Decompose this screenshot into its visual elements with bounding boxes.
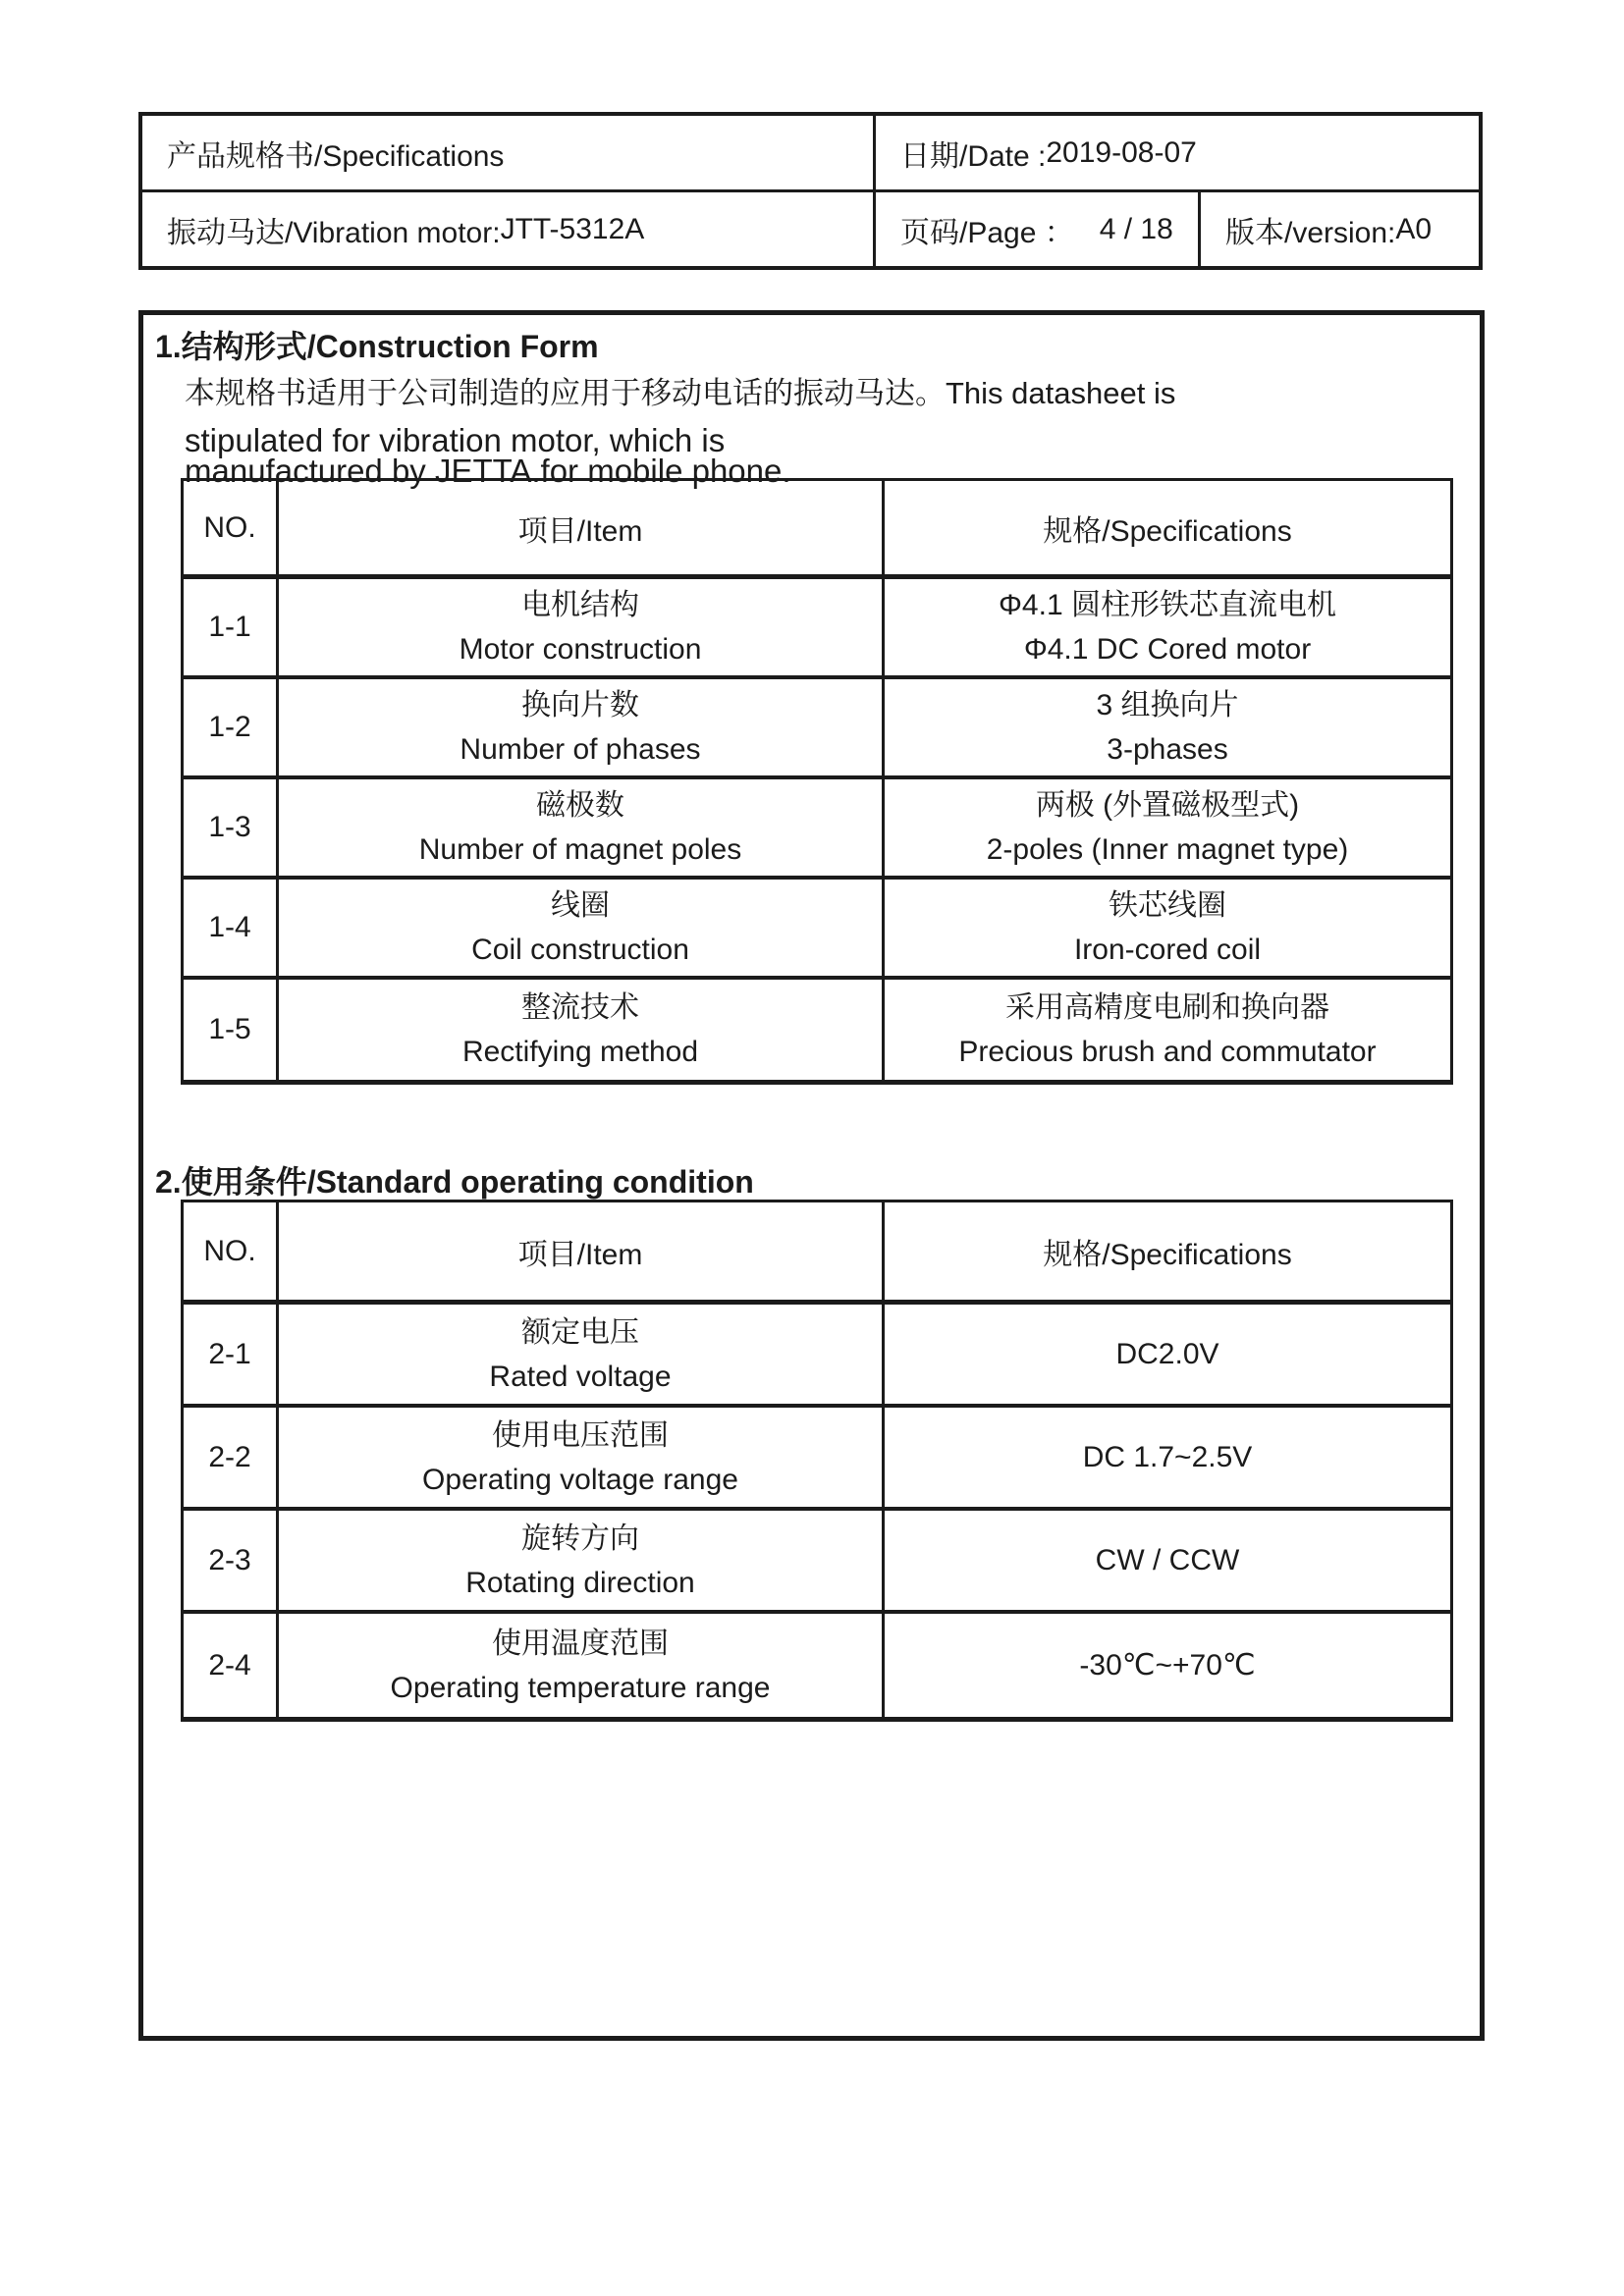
item-en: Rated voltage (489, 1360, 672, 1393)
version-cell (1201, 192, 1479, 266)
header-spec: 规格/Specifications (1043, 514, 1292, 548)
spec-cn: 两极 (外置磁极型式) (1035, 789, 1300, 822)
spec-en: Iron-cored coil (1073, 934, 1262, 966)
row-spec (885, 1305, 1450, 1404)
construction-table-header (184, 481, 1450, 579)
header-row-2 (142, 192, 1479, 266)
row-item (279, 1305, 885, 1404)
operating-table (181, 1200, 1453, 1722)
spec-en: Φ4.1 DC Cored motor (1023, 633, 1312, 666)
row-no: 1-3 (184, 779, 279, 876)
spec-cn: 3 组换向片 (1096, 689, 1239, 721)
row-spec (885, 1614, 1450, 1717)
header-no: NO. (184, 1202, 279, 1300)
row-item (279, 579, 885, 675)
page-label: 页码/Page ： (900, 216, 1074, 249)
header-no: NO. (184, 481, 279, 574)
row-no: 1-4 (184, 880, 279, 976)
row-item (279, 1511, 885, 1610)
item-cn: 线圈 (551, 889, 610, 922)
date-label: 日期/Date : (900, 139, 1047, 173)
item-en: Motor construction (459, 633, 702, 666)
table-row-2-3 (184, 1511, 1450, 1614)
product-title: 产品规格书/Specifications (167, 139, 505, 173)
row-no: 1-1 (184, 579, 279, 675)
section1-intro (185, 368, 1402, 489)
row-no: 2-2 (184, 1408, 279, 1507)
row-spec (885, 1408, 1450, 1507)
intro-line-3: manufactured by JETTA.for mobile phone. (185, 453, 791, 489)
spec-value: DC2.0V (1115, 1338, 1219, 1370)
row-no: 2-4 (184, 1614, 279, 1717)
item-en: Number of magnet poles (418, 833, 742, 866)
row-spec (885, 779, 1450, 876)
product-title-cell (142, 116, 876, 189)
header-row-1 (142, 116, 1479, 192)
page-cell (876, 192, 1201, 266)
item-en: Rectifying method (461, 1036, 699, 1068)
header-item: 项目/Item (279, 1202, 885, 1300)
row-item (279, 679, 885, 775)
page-value: 4 / 18 (1099, 212, 1173, 245)
section1-title: 1.结构形式/Construction Form (155, 329, 599, 364)
item-en: Rotating direction (465, 1566, 695, 1599)
row-spec (885, 579, 1450, 675)
spec-en: 3-phases (1107, 733, 1228, 766)
table-row-1-4 (184, 880, 1450, 980)
version-label: 版本/version: (1225, 216, 1396, 249)
row-spec (885, 980, 1450, 1080)
row-item (279, 880, 885, 976)
item-cn: 额定电压 (521, 1315, 639, 1349)
item-cn: 磁极数 (536, 789, 624, 822)
construction-table (181, 478, 1453, 1085)
spec-en: Precious brush and commutator (958, 1036, 1377, 1068)
table-row-1-2 (184, 679, 1450, 779)
item-en: Operating voltage range (422, 1463, 738, 1496)
spec-value: -30℃~+70℃ (1079, 1649, 1256, 1682)
version-value: A0 (1395, 212, 1433, 245)
spec-cn: 铁芯线圈 (1109, 889, 1226, 922)
table-row-2-1 (184, 1305, 1450, 1408)
row-item (279, 1408, 885, 1507)
motor-value: JTT-5312A (500, 212, 645, 245)
row-spec (885, 1511, 1450, 1610)
table-row-1-5 (184, 980, 1450, 1080)
intro-line-2: stipulated for vibration motor, which is (185, 422, 726, 458)
spec-value: DC 1.7~2.5V (1082, 1441, 1253, 1473)
row-item (279, 779, 885, 876)
row-spec (885, 679, 1450, 775)
row-no: 1-5 (184, 980, 279, 1080)
row-no: 1-2 (184, 679, 279, 775)
item-cn: 旋转方向 (521, 1522, 639, 1555)
spec-cn: Φ4.1 圆柱形铁芯直流电机 (999, 589, 1336, 621)
table-row-1-1 (184, 579, 1450, 679)
motor-label: 振动马达/Vibration motor: (167, 216, 501, 249)
spec-cn: 采用高精度电刷和换向器 (1005, 991, 1329, 1024)
spec-en: 2-poles (Inner magnet type) (986, 833, 1349, 866)
spec-value: CW / CCW (1095, 1544, 1240, 1576)
item-cn: 电机结构 (521, 589, 639, 621)
table-row-1-3 (184, 779, 1450, 880)
header-spec: 规格/Specifications (1043, 1238, 1292, 1271)
row-item (279, 980, 885, 1080)
header-item: 项目/Item (279, 481, 885, 574)
item-cn: 使用温度范围 (492, 1627, 669, 1660)
date-value: 2019-08-07 (1046, 135, 1197, 169)
table-row-2-4 (184, 1614, 1450, 1717)
row-spec (885, 880, 1450, 976)
section2-title: 2.使用条件/Standard operating condition (155, 1164, 754, 1200)
operating-table-header (184, 1202, 1450, 1305)
item-en: Operating temperature range (390, 1671, 771, 1704)
row-no: 2-1 (184, 1305, 279, 1404)
content-border-box (138, 310, 1485, 2041)
motor-cell (142, 192, 876, 266)
header-table (138, 112, 1483, 270)
item-en: Number of phases (460, 733, 701, 766)
row-no: 2-3 (184, 1511, 279, 1610)
table-row-2-2 (184, 1408, 1450, 1511)
date-cell (876, 116, 1479, 189)
intro-line-1: 本规格书适用于公司制造的应用于移动电话的振动马达。This datasheet is (185, 376, 1176, 410)
item-cn: 换向片数 (521, 689, 639, 721)
item-cn: 整流技术 (521, 991, 639, 1024)
item-en: Coil construction (471, 934, 689, 966)
item-cn: 使用电压范围 (492, 1418, 669, 1452)
row-item (279, 1614, 885, 1717)
